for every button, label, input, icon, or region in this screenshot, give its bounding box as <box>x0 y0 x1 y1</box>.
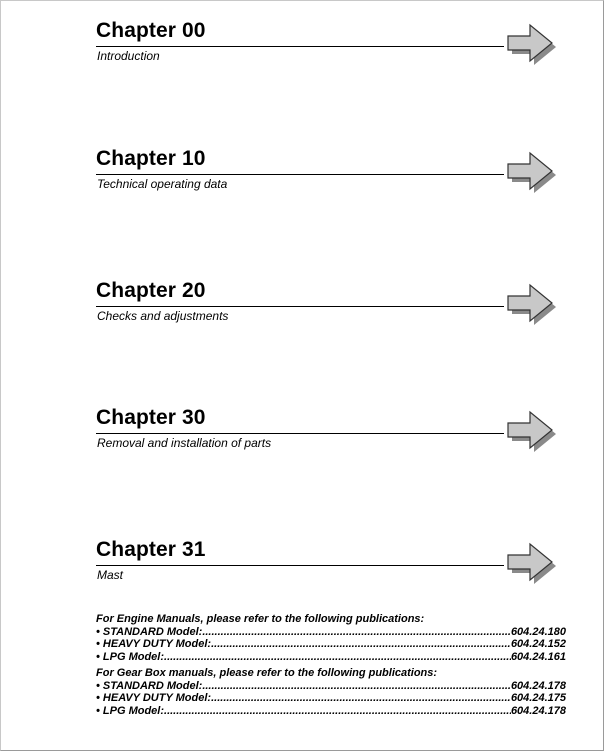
right-arrow-icon[interactable] <box>506 23 558 69</box>
divider <box>96 565 504 566</box>
divider <box>96 174 504 175</box>
chapter-00-entry[interactable] <box>96 19 561 89</box>
chapter-title: Chapter 20 <box>96 279 206 302</box>
model-label: • LPG Model: <box>96 650 165 663</box>
chapter-subtitle: Mast <box>97 568 124 582</box>
engine-manuals-heading: For Engine Manuals, please refer to the following publications: <box>96 613 425 625</box>
right-arrow-icon[interactable] <box>506 151 558 197</box>
publication-number: 604.24.161 <box>510 650 566 663</box>
publication-number: 604.24.175 <box>510 692 566 704</box>
model-label: • STANDARD Model: <box>96 625 203 638</box>
chapter-subtitle: Introduction <box>97 49 160 63</box>
engine-manuals-section <box>96 613 566 663</box>
model-label: • HEAVY DUTY Model: <box>96 692 212 704</box>
divider <box>96 46 504 47</box>
reference-row <box>96 638 566 651</box>
chapter-title: Chapter 31 <box>96 538 206 561</box>
chapter-10-entry[interactable] <box>96 147 561 217</box>
dot-leader <box>202 680 511 693</box>
chapter-20-entry[interactable] <box>96 279 561 349</box>
dot-leader <box>164 651 511 664</box>
chapter-subtitle: Technical operating data <box>97 177 228 191</box>
chapter-title: Chapter 30 <box>96 406 206 429</box>
dot-leader <box>202 626 511 639</box>
model-label: • STANDARD Model: <box>96 679 203 692</box>
reference-row <box>96 680 566 693</box>
chapter-30-entry[interactable] <box>96 406 561 476</box>
dot-leader <box>164 705 511 718</box>
publication-number: 604.24.178 <box>510 704 566 717</box>
publication-references <box>96 613 566 717</box>
chapter-title: Chapter 00 <box>96 19 206 42</box>
model-label: • HEAVY DUTY Model: <box>96 638 212 650</box>
chapter-subtitle: Removal and installation of parts <box>97 436 272 450</box>
dot-leader <box>211 638 511 651</box>
publication-number: 604.24.180 <box>510 625 566 638</box>
right-arrow-icon[interactable] <box>506 410 558 456</box>
gearbox-manuals-heading: For Gear Box manuals, please refer to the following publications: <box>96 667 438 679</box>
divider <box>96 306 504 307</box>
chapter-subtitle: Checks and adjustments <box>97 309 229 323</box>
reference-row <box>96 692 566 705</box>
reference-row <box>96 705 566 718</box>
reference-row <box>96 626 566 639</box>
model-label: • LPG Model: <box>96 704 165 717</box>
reference-row <box>96 651 566 664</box>
chapter-title: Chapter 10 <box>96 147 206 170</box>
chapter-31-entry[interactable] <box>96 538 561 608</box>
publication-number: 604.24.152 <box>510 638 566 650</box>
dot-leader <box>211 692 511 705</box>
publication-number: 604.24.178 <box>510 679 566 692</box>
divider <box>96 433 504 434</box>
right-arrow-icon[interactable] <box>506 542 558 588</box>
right-arrow-icon[interactable] <box>506 283 558 329</box>
gearbox-manuals-section <box>96 667 566 717</box>
